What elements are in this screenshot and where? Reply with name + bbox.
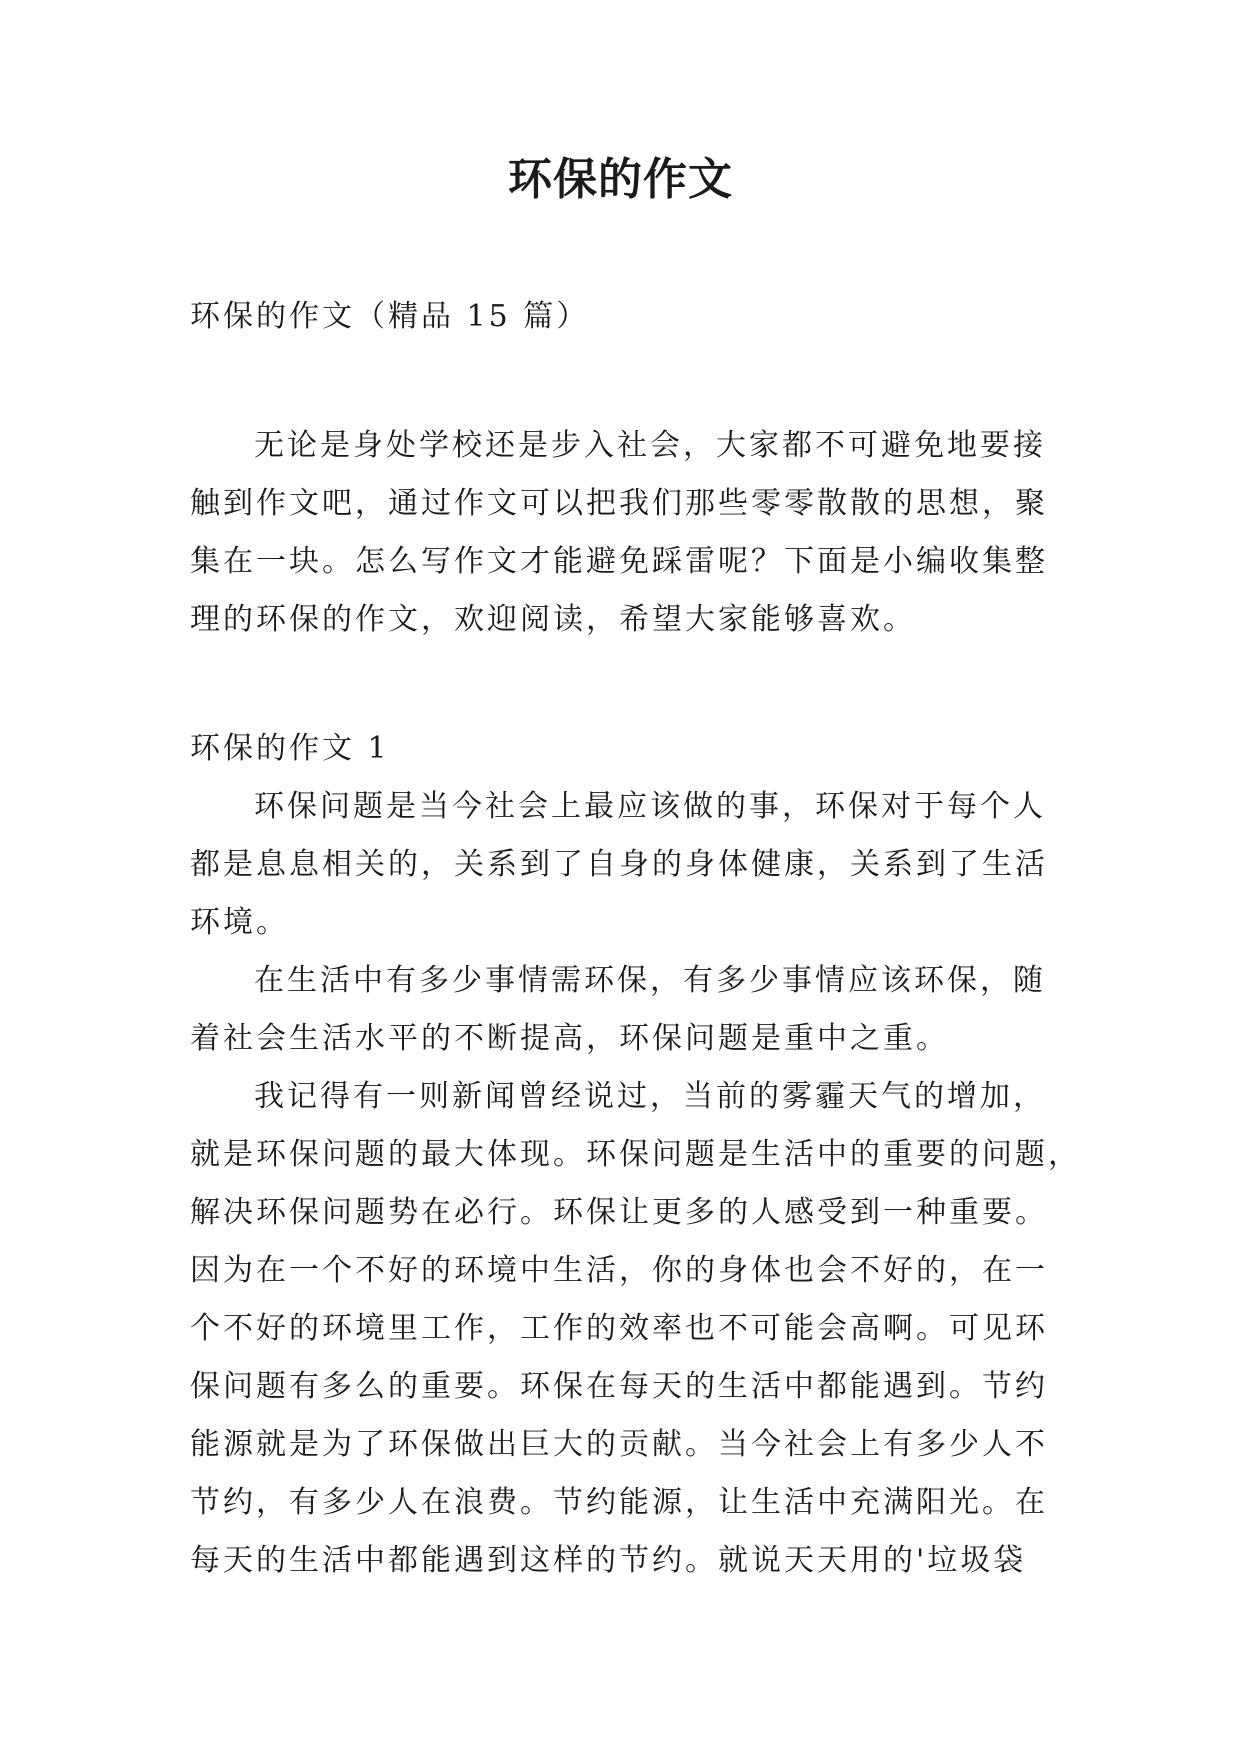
spacer [190,346,1050,417]
paragraph-line: 节约，有多少人在浪费。节约能源，让生活中充满阳光。在 [190,1485,1048,1520]
document-title: 环保的作文 [508,154,733,205]
paragraph-line: 保问题有多么的重要。环保在每天的生活中都能遇到。节约 [190,1369,1048,1404]
intro-line: 集在一块。怎么写作文才能避免踩雷呢？下面是小编收集整 [190,544,1048,579]
paragraph-line: 环境。 [190,905,289,940]
body-paragraph-3 [190,1068,1081,1590]
paragraph-line: 都是息息相关的，关系到了自身的身体健康，关系到了生活 [190,847,1048,882]
intro-line: 理的环保的作文，欢迎阅读，希望大家能够喜欢。 [190,602,916,637]
intro-line: 无论是身处学校还是步入社会，大家都不可避免地要接 [254,428,1046,463]
document-body [190,288,1081,1590]
paragraph-line: 个不好的环境里工作，工作的效率也不可能会高啊。可见环 [190,1311,1048,1346]
paragraph-line: 着社会生活水平的不断提高，环保问题是重中之重。 [190,1021,949,1056]
paragraph-line: 能源就是为了环保做出巨大的贡献。当今社会上有多少人不 [190,1427,1048,1462]
paragraph-line: 在生活中有多少事情需环保，有多少事情应该环保，随 [254,963,1046,998]
body-paragraph-1 [190,778,1050,952]
paragraph-line: 我记得有一则新闻曾经说过，当前的雾霾天气的增加， [254,1079,1046,1114]
document-subtitle: 环保的作文（精品 15 篇） [190,299,590,334]
body-paragraph-2 [190,952,1050,1068]
paragraph-line: 每天的生活中都能遇到这样的节约。就说天天用的'垃圾袋 [190,1543,1027,1578]
paragraph-line: 因为在一个不好的环境中生活，你的身体也会不好的，在一 [190,1253,1048,1288]
intro-paragraph [190,417,1050,649]
paragraph-line: 解决环保问题势在必行。环保让更多的人感受到一种重要。 [190,1195,1048,1230]
intro-line: 触到作文吧，通过作文可以把我们那些零零散散的思想，聚 [190,486,1048,521]
paragraph-line: 就是环保问题的最大体现。环保问题是生活中的重要的问题， [190,1137,1081,1172]
paragraph-line: 环保问题是当今社会上最应该做的事，环保对于每个人 [254,789,1046,824]
spacer [190,649,1050,720]
section-heading: 环保的作文 1 [190,731,390,766]
